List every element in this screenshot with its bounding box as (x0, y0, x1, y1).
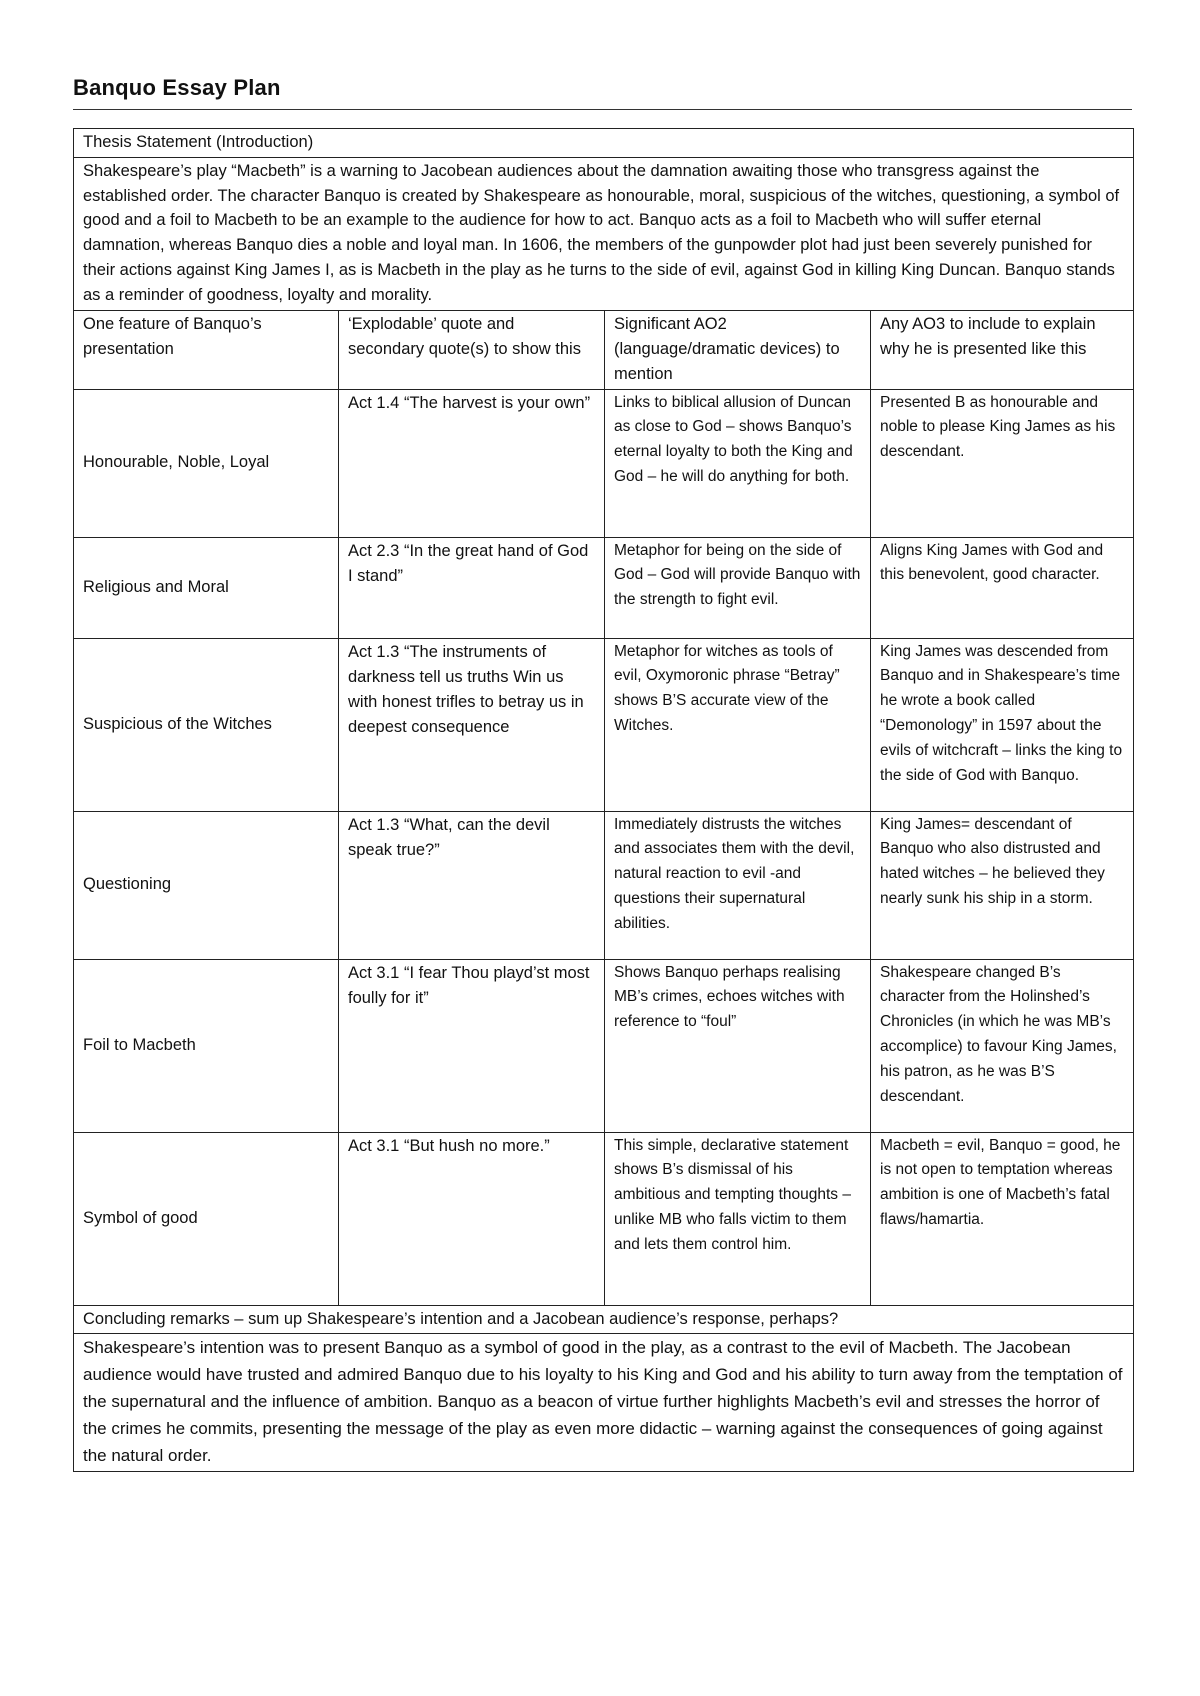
column-header: ‘Explodable’ quote and secondary quote(s) to show this (339, 310, 605, 389)
essay-plan-table (73, 128, 1134, 1472)
table-row (74, 537, 1134, 638)
quote-cell: Act 1.4 “The harvest is your own” (339, 389, 605, 537)
table-row (74, 959, 1134, 1132)
feature-cell: Foil to Macbeth (74, 959, 339, 1132)
ao3-cell: King James was descended from Banquo and in Shakespeare’s time he wrote a book called “Demonology” in 1597 about the evils of witchcraft – links the king to the side of God with Banquo. (871, 638, 1134, 811)
column-header-row (74, 310, 1134, 389)
table-row (74, 1132, 1134, 1305)
feature-cell: Honourable, Noble, Loyal (74, 389, 339, 537)
quote-cell: Act 3.1 “But hush no more.” (339, 1132, 605, 1305)
thesis-heading: Thesis Statement (Introduction) (74, 129, 1134, 158)
conclusion-heading: Concluding remarks – sum up Shakespeare’s intention and a Jacobean audience’s response, perhaps? (74, 1305, 1134, 1334)
feature-cell: Symbol of good (74, 1132, 339, 1305)
feature-cell: Suspicious of the Witches (74, 638, 339, 811)
column-header: One feature of Banquo’s presentation (74, 310, 339, 389)
column-header: Significant AO2 (language/dramatic devices) to mention (605, 310, 871, 389)
title-divider (73, 109, 1132, 110)
conclusion-heading-row (74, 1305, 1134, 1334)
ao2-cell: Shows Banquo perhaps realising MB’s crimes, echoes witches with reference to “foul” (605, 959, 871, 1132)
table-row (74, 389, 1134, 537)
ao3-cell: Aligns King James with God and this benevolent, good character. (871, 537, 1134, 638)
ao2-cell: Metaphor for witches as tools of evil, Oxymoronic phrase “Betray” shows B’S accurate view of the Witches. (605, 638, 871, 811)
quote-cell: Act 1.3 “What, can the devil speak true?” (339, 811, 605, 959)
thesis-body: Shakespeare’s play “Macbeth” is a warning to Jacobean audiences about the damnation awaiting those who transgress against the established order. The character Banquo is created by Shakespeare as honourable, moral, suspicious of the witches, questioning, a symbol of good and a foil to Macbeth to be an example to the audience for how to act. Banquo acts as a foil to Macbeth who will suffer eternal damnation, whereas Banquo dies a noble and loyal man. In 1606, the members of the gunpowder plot had just been severely punished for their actions against King James I, as is Macbeth in the play as he turns to the side of evil, against God in killing King Duncan. Banquo stands as a reminder of goodness, loyalty and morality. (74, 157, 1134, 310)
thesis-body-row (74, 157, 1134, 310)
quote-cell: Act 2.3 “In the great hand of God I stand” (339, 537, 605, 638)
thesis-heading-row (74, 129, 1134, 158)
feature-cell: Questioning (74, 811, 339, 959)
ao3-cell: King James= descendant of Banquo who also distrusted and hated witches – he believed they nearly sunk his ship in a storm. (871, 811, 1134, 959)
ao3-cell: Shakespeare changed B’s character from the Holinshed’s Chronicles (in which he was MB’s accomplice) to favour King James, his patron, as he was B’S descendant. (871, 959, 1134, 1132)
column-header: Any AO3 to include to explain why he is presented like this (871, 310, 1134, 389)
table-row (74, 811, 1134, 959)
ao2-cell: Immediately distrusts the witches and associates them with the devil, natural reaction to evil -and questions their supernatural abilities. (605, 811, 871, 959)
conclusion-body: Shakespeare’s intention was to present Banquo as a symbol of good in the play, as a contrast to the evil of Macbeth. The Jacobean audience would have trusted and admired Banquo due to his loyalty to his King and God and his ability to turn away from the temptation of the supernatural and the influence of ambition. Banquo as a beacon of virtue further highlights Macbeth’s evil and stresses the horror of the crimes he commits, presenting the message of the play as even more didactic – warning against the consequences of going against the natural order. (74, 1334, 1134, 1472)
ao3-cell: Presented B as honourable and noble to please King James as his descendant. (871, 389, 1134, 537)
ao2-cell: This simple, declarative statement shows B’s dismissal of his ambitious and tempting thoughts – unlike MB who falls victim to them and lets them control him. (605, 1132, 871, 1305)
table-row (74, 638, 1134, 811)
ao2-cell: Metaphor for being on the side of God – God will provide Banquo with the strength to fight evil. (605, 537, 871, 638)
feature-cell: Religious and Moral (74, 537, 339, 638)
page-title: Banquo Essay Plan (73, 75, 281, 100)
conclusion-body-row (74, 1334, 1134, 1472)
ao3-cell: Macbeth = evil, Banquo = good, he is not open to temptation whereas ambition is one of Macbeth’s fatal flaws/hamartia. (871, 1132, 1134, 1305)
ao2-cell: Links to biblical allusion of Duncan as close to God – shows Banquo’s eternal loyalty to both the King and God – he will do anything for both. (605, 389, 871, 537)
quote-cell: Act 1.3 “The instruments of darkness tell us truths Win us with honest trifles to betray us in deepest consequence (339, 638, 605, 811)
quote-cell: Act 3.1 “I fear Thou playd’st most foully for it” (339, 959, 605, 1132)
